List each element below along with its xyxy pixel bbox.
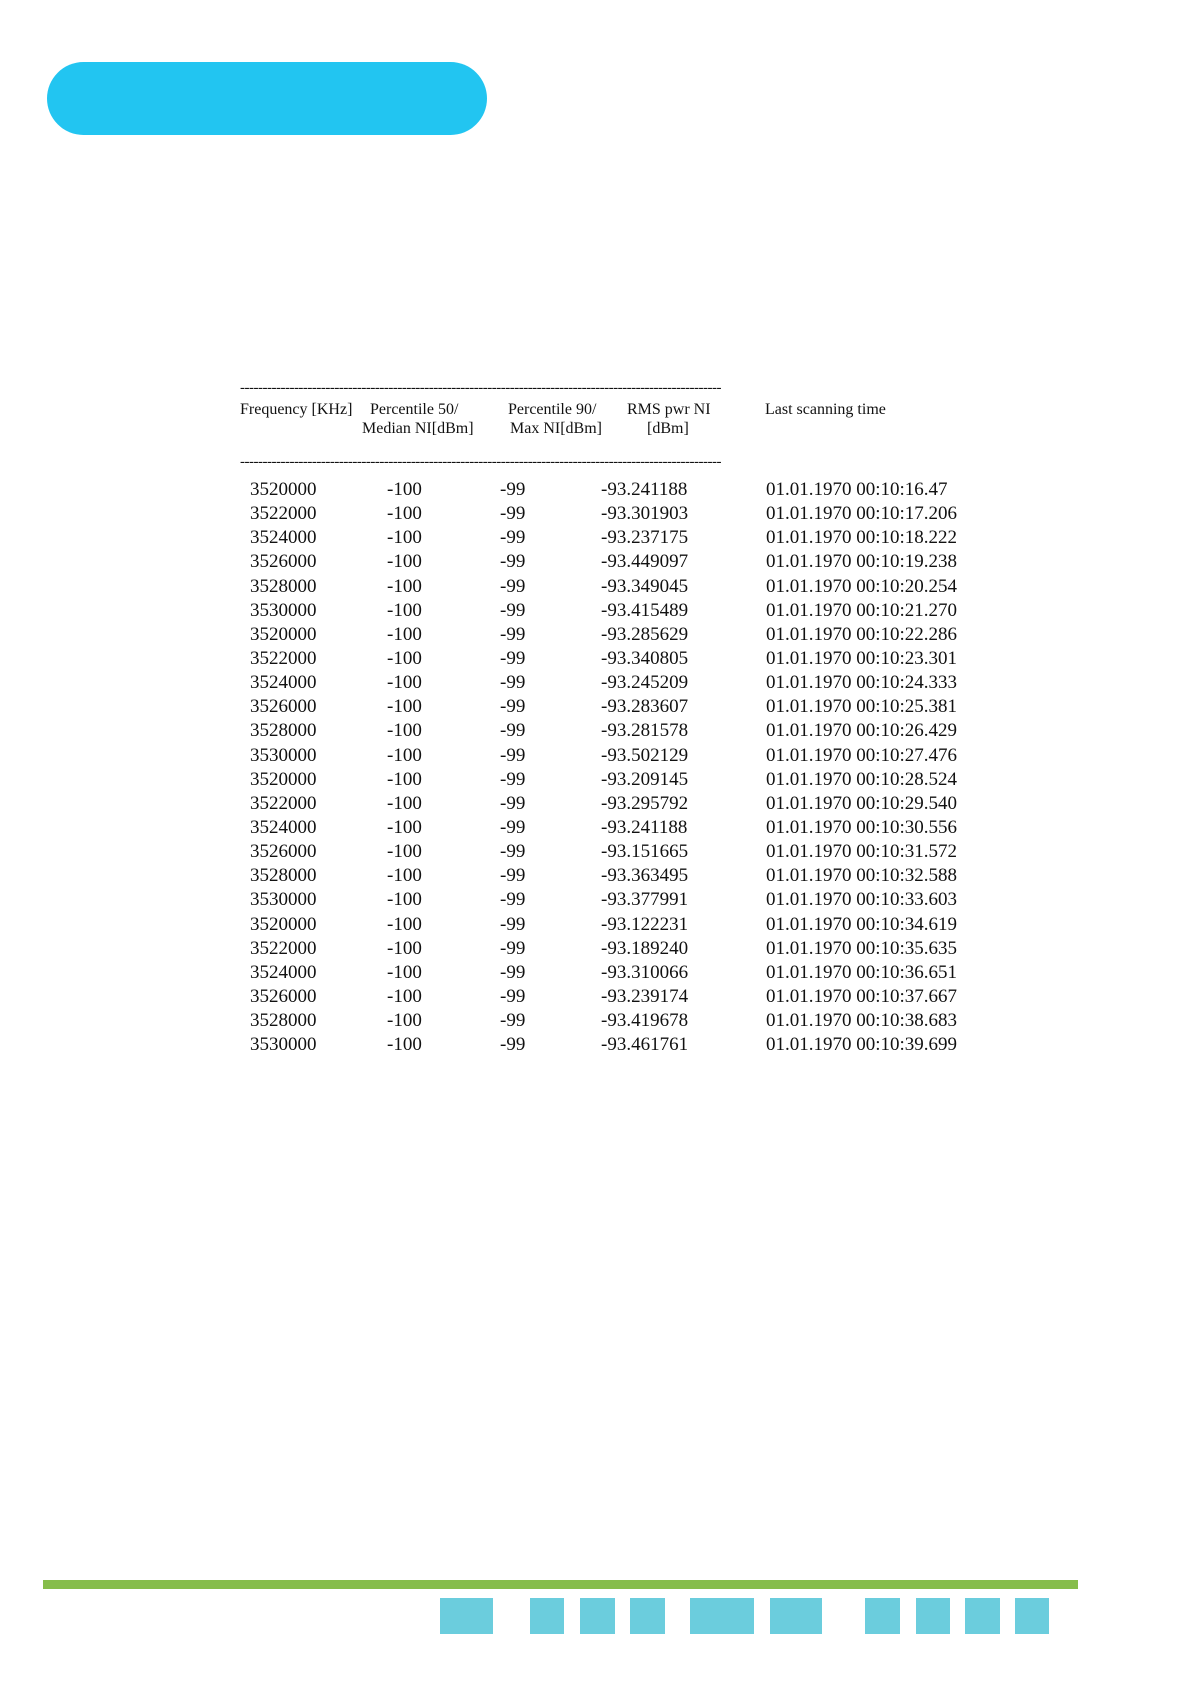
cell-percentile-50: -100 [387, 672, 422, 694]
cell-frequency: 3520000 [250, 623, 317, 645]
cell-frequency: 3522000 [250, 937, 317, 959]
table-row [240, 840, 980, 864]
table-row [240, 768, 980, 792]
cell-rms-power: -93.241188 [601, 816, 688, 838]
cell-rms-power: -93.122231 [601, 913, 689, 935]
cell-rms-power: -93.449097 [601, 551, 689, 573]
cell-last-scan-time: 01.01.1970 00:10:29.540 [766, 792, 958, 814]
cell-frequency: 3520000 [250, 913, 317, 935]
footer-block [916, 1598, 950, 1634]
header-p90-line1: Percentile 90/ [508, 401, 597, 418]
cell-rms-power: -93.285629 [601, 623, 689, 645]
cell-rms-power: -93.340805 [601, 647, 689, 669]
footer-block [580, 1598, 615, 1634]
cell-percentile-90: -99 [500, 768, 526, 790]
table-row [240, 744, 980, 768]
table-row [240, 478, 980, 502]
cell-frequency: 3520000 [250, 768, 317, 790]
cell-frequency: 3528000 [250, 575, 317, 597]
cell-rms-power: -93.189240 [601, 937, 689, 959]
cell-last-scan-time: 01.01.1970 00:10:36.651 [766, 961, 958, 983]
table-row [240, 816, 980, 840]
cell-frequency: 3530000 [250, 889, 317, 911]
cell-percentile-90: -99 [500, 623, 526, 645]
cell-rms-power: -93.349045 [601, 575, 689, 597]
cell-percentile-50: -100 [387, 937, 422, 959]
cell-last-scan-time: 01.01.1970 00:10:27.476 [766, 744, 958, 766]
cell-rms-power: -93.241188 [601, 479, 688, 500]
header-rms-line1: RMS pwr NI [627, 401, 711, 418]
cell-percentile-90: -99 [500, 889, 526, 911]
cell-percentile-90: -99 [500, 696, 526, 718]
header-frequency [240, 400, 352, 419]
cell-percentile-50: -100 [387, 841, 422, 863]
table-row [240, 719, 980, 743]
cell-rms-power: -93.419678 [601, 1010, 689, 1032]
footer-block [965, 1598, 1000, 1634]
table-row [240, 888, 980, 912]
table-row [240, 647, 980, 671]
header-percentile-90 [508, 400, 602, 438]
cell-last-scan-time: 01.01.1970 00:10:33.603 [766, 889, 958, 911]
cell-last-scan-time: 01.01.1970 00:10:31.572 [766, 841, 958, 863]
cell-frequency: 3528000 [250, 865, 317, 887]
footer-block [690, 1598, 754, 1634]
cell-percentile-90: -99 [500, 1010, 526, 1032]
cell-last-scan-time: 01.01.1970 00:10:34.619 [766, 913, 958, 935]
cell-last-scan-time: 01.01.1970 00:10:20.254 [766, 575, 958, 597]
cell-percentile-90: -99 [500, 479, 526, 500]
cell-frequency: 3524000 [250, 672, 317, 694]
cell-last-scan-time: 01.01.1970 00:10:30.556 [766, 816, 958, 838]
cell-percentile-50: -100 [387, 647, 422, 669]
header-banner-pill [47, 62, 487, 135]
table-row [240, 1009, 980, 1033]
header-p50-line2: Median NI[dBm] [362, 420, 474, 437]
cell-percentile-90: -99 [500, 816, 526, 838]
footer-green-line [43, 1580, 1078, 1589]
cell-frequency: 3530000 [250, 599, 317, 621]
cell-percentile-90: -99 [500, 985, 526, 1007]
footer-block [630, 1598, 665, 1634]
footer-block [530, 1598, 564, 1634]
table-row [240, 526, 980, 550]
cell-percentile-90: -99 [500, 503, 526, 525]
cell-percentile-50: -100 [387, 985, 422, 1007]
cell-last-scan-time: 01.01.1970 00:10:21.270 [766, 599, 958, 621]
table-row [240, 985, 980, 1009]
footer-decorative-blocks [0, 1598, 1190, 1634]
cell-rms-power: -93.461761 [601, 1034, 689, 1056]
cell-percentile-90: -99 [500, 961, 526, 983]
cell-last-scan-time: 01.01.1970 00:10:28.524 [766, 768, 958, 790]
cell-percentile-50: -100 [387, 696, 422, 718]
cell-percentile-50: -100 [387, 720, 422, 742]
cell-rms-power: -93.502129 [601, 744, 689, 766]
cell-frequency: 3526000 [250, 696, 317, 718]
cell-percentile-50: -100 [387, 503, 422, 525]
cell-frequency: 3522000 [250, 792, 317, 814]
header-frequency-label: Frequency [KHz] [240, 401, 353, 418]
cell-rms-power: -93.209145 [601, 768, 689, 790]
cell-frequency: 3522000 [250, 503, 317, 525]
cell-percentile-50: -100 [387, 792, 422, 814]
cell-percentile-50: -100 [387, 1034, 422, 1056]
cell-frequency: 3522000 [250, 647, 317, 669]
cell-percentile-90: -99 [500, 720, 526, 742]
cell-last-scan-time: 01.01.1970 00:10:38.683 [766, 1010, 958, 1032]
cell-percentile-50: -100 [387, 961, 422, 983]
cell-rms-power: -93.239174 [601, 985, 689, 1007]
cell-last-scan-time: 01.01.1970 00:10:32.588 [766, 865, 958, 887]
cell-percentile-90: -99 [500, 672, 526, 694]
cell-last-scan-time: 01.01.1970 00:10:26.429 [766, 720, 958, 742]
separator-bottom: ----------------------------------------------------------------------------------------------------------- [240, 454, 721, 470]
cell-percentile-90: -99 [500, 1034, 526, 1056]
table-row [240, 864, 980, 888]
cell-rms-power: -93.245209 [601, 672, 689, 694]
cell-percentile-90: -99 [500, 865, 526, 887]
cell-percentile-90: -99 [500, 599, 526, 621]
cell-percentile-90: -99 [500, 841, 526, 863]
cell-frequency: 3528000 [250, 1010, 317, 1032]
cell-percentile-50: -100 [387, 865, 422, 887]
cell-percentile-90: -99 [500, 792, 526, 814]
cell-frequency: 3526000 [250, 551, 317, 573]
cell-rms-power: -93.310066 [601, 961, 689, 983]
cell-frequency: 3528000 [250, 720, 317, 742]
cell-last-scan-time: 01.01.1970 00:10:23.301 [766, 647, 958, 669]
cell-rms-power: -93.301903 [601, 503, 689, 525]
table-row [240, 599, 980, 623]
cell-frequency: 3530000 [250, 744, 317, 766]
cell-rms-power: -93.295792 [601, 792, 689, 814]
footer-block [865, 1598, 900, 1634]
cell-percentile-50: -100 [387, 816, 422, 838]
cell-percentile-50: -100 [387, 575, 422, 597]
cell-percentile-50: -100 [387, 1010, 422, 1032]
cell-percentile-90: -99 [500, 527, 526, 549]
cell-last-scan-time: 01.01.1970 00:10:24.333 [766, 672, 958, 694]
cell-percentile-90: -99 [500, 575, 526, 597]
cell-percentile-50: -100 [387, 889, 422, 911]
cell-percentile-90: -99 [500, 744, 526, 766]
header-p50-line1: Percentile 50/ [370, 401, 459, 418]
cell-last-scan-time: 01.01.1970 00:10:37.667 [766, 985, 958, 1007]
cell-last-scan-time: 01.01.1970 00:10:25.381 [766, 696, 958, 718]
cell-frequency: 3530000 [250, 1034, 317, 1056]
cell-frequency: 3520000 [250, 479, 317, 500]
table-row [240, 695, 980, 719]
cell-percentile-90: -99 [500, 913, 526, 935]
table-row [240, 623, 980, 647]
table-row [240, 937, 980, 961]
noise-scan-report [240, 380, 980, 1057]
cell-frequency: 3526000 [250, 985, 317, 1007]
cell-percentile-50: -100 [387, 768, 422, 790]
cell-rms-power: -93.377991 [601, 889, 689, 911]
cell-rms-power: -93.151665 [601, 841, 689, 863]
cell-percentile-50: -100 [387, 479, 422, 500]
cell-percentile-50: -100 [387, 913, 422, 935]
cell-rms-power: -93.281578 [601, 720, 689, 742]
cell-last-scan-time: 01.01.1970 00:10:16.47 [766, 479, 948, 500]
cell-percentile-50: -100 [387, 527, 422, 549]
separator-top: ----------------------------------------------------------------------------------------------------------- [240, 380, 721, 396]
cell-rms-power: -93.237175 [601, 527, 689, 549]
cell-rms-power: -93.363495 [601, 865, 689, 887]
table-row [240, 575, 980, 599]
header-percentile-50 [362, 400, 474, 438]
footer-block [770, 1598, 822, 1634]
cell-percentile-50: -100 [387, 599, 422, 621]
cell-percentile-50: -100 [387, 551, 422, 573]
header-rms-line2: [dBm] [647, 420, 689, 437]
footer-block [1015, 1598, 1049, 1634]
table-row [240, 671, 980, 695]
cell-percentile-90: -99 [500, 551, 526, 573]
table-row [240, 792, 980, 816]
table-row [240, 502, 980, 526]
cell-last-scan-time: 01.01.1970 00:10:17.206 [766, 503, 958, 525]
cell-last-scan-time: 01.01.1970 00:10:35.635 [766, 937, 958, 959]
cell-percentile-90: -99 [500, 647, 526, 669]
cell-percentile-50: -100 [387, 744, 422, 766]
table-row [240, 550, 980, 574]
cell-rms-power: -93.415489 [601, 599, 689, 621]
cell-frequency: 3524000 [250, 961, 317, 983]
cell-last-scan-time: 01.01.1970 00:10:39.699 [766, 1034, 958, 1056]
table-row [240, 913, 980, 937]
cell-last-scan-time: 01.01.1970 00:10:22.286 [766, 623, 958, 645]
table-row [240, 961, 980, 985]
cell-percentile-90: -99 [500, 937, 526, 959]
header-time-label: Last scanning time [765, 401, 886, 418]
cell-last-scan-time: 01.01.1970 00:10:18.222 [766, 527, 958, 549]
header-last-scan-time [765, 400, 886, 419]
cell-rms-power: -93.283607 [601, 696, 689, 718]
cell-frequency: 3524000 [250, 816, 317, 838]
cell-last-scan-time: 01.01.1970 00:10:19.238 [766, 551, 958, 573]
header-rms-power [627, 400, 711, 438]
table-header [240, 396, 980, 454]
table-row [240, 1033, 980, 1057]
table-body [240, 478, 980, 1057]
cell-percentile-50: -100 [387, 623, 422, 645]
cell-frequency: 3524000 [250, 527, 317, 549]
cell-frequency: 3526000 [250, 841, 317, 863]
header-p90-line2: Max NI[dBm] [510, 420, 602, 437]
footer-block [440, 1598, 493, 1634]
